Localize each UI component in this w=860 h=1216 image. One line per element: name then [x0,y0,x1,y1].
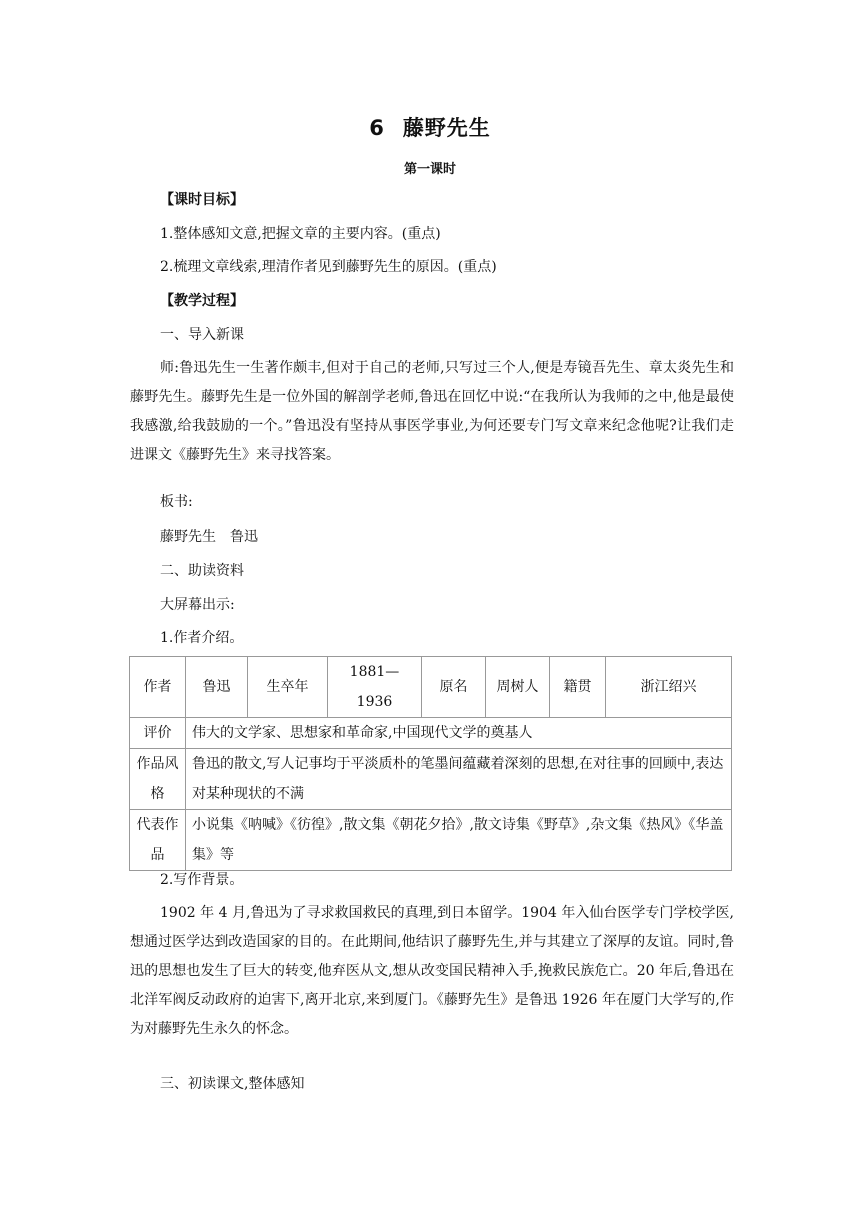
cell-hometown: 浙江绍兴 [606,657,732,718]
lesson-title-text: 藤野先生 [402,116,491,140]
cell-hometown-label: 籍贯 [550,657,606,718]
cell-original-name: 周树人 [486,657,550,718]
author-intro-label: 1.作者介绍。 [160,630,244,646]
cell-original-name-label: 原名 [422,657,486,718]
cell-evaluation: 伟大的文学家、思想家和革命家,中国现代文学的奠基人 [186,718,732,749]
section-heading-reading: 三、初读课文,整体感知 [160,1076,305,1092]
cell-author-name: 鲁迅 [186,657,248,718]
table-row [130,749,732,810]
lesson-subtitle: 第一课时 [403,162,456,177]
cell-style-label: 作品风格 [130,749,186,810]
goal-item-1: 1.整体感知文意,把握文章的主要内容。(重点) [160,226,441,242]
screen-label: 大屏幕出示: [160,597,235,613]
goals-heading: 【课时目标】 [160,192,244,208]
table-row [130,810,732,871]
background-label: 2.写作背景。 [160,872,244,888]
table-row [130,718,732,749]
intro-paragraph: 师:鲁迅先生一生著作颇丰,但对于自己的老师,只写过三个人,便是寿镜吾先生、章太炎先生和藤野先生。藤野先生是一位外国的解剖学老师,鲁迅在回忆中说:“在我所认为我师的之中,他是最使我感激,给我鼓励的一个。”鲁迅没有坚持从事医学事业,为何还要专门写文章来纪念他呢?让我们走进课文《藤野先生》来寻找答案。 [130,360,734,463]
background-paragraph: 1902 年 4 月,鲁迅为了寻求救国救民的真理,到日本留学。1904 年入仙台医学专门学校学医,想通过医学达到改造国家的目的。在此期间,他结识了藤野先生,并与其建立了深厚的友谊。同时,鲁迅的思想也发生了巨大的转变,他弃医从文,想从改变国民精神入手,挽救民族危亡。20 年后,鲁迅在北洋军阀反动政府的迫害下,离开北京,来到厦门。《藤野先生》是鲁迅 1926 年在厦门大学写的,作为对藤野先生永久的怀念。 [130,905,734,1037]
blackboard-text: 藤野先生 鲁迅 [160,529,258,545]
lesson-title [0,112,860,142]
table-row [130,657,732,718]
blackboard-label: 板书: [160,494,193,510]
goal-item-2: 2.梳理文章线索,理清作者见到藤野先生的原因。(重点) [160,259,497,275]
section-heading-materials: 二、助读资料 [160,563,244,579]
cell-evaluation-label: 评价 [130,718,186,749]
process-heading: 【教学过程】 [160,293,244,309]
lesson-number: 6 [369,116,385,140]
author-info-table [129,656,732,871]
cell-works: 小说集《呐喊》《彷徨》,散文集《朝花夕拾》,散文诗集《野草》,杂文集《热风》《华盖集》等 [186,810,732,871]
cell-author-label: 作者 [130,657,186,718]
cell-lifespan-label: 生卒年 [248,657,328,718]
cell-lifespan: 1881—1936 [328,657,422,718]
section-heading-import: 一、导入新课 [160,327,244,343]
cell-works-label: 代表作品 [130,810,186,871]
cell-style: 鲁迅的散文,写人记事均于平淡质朴的笔墨间蕴藏着深刻的思想,在对往事的回顾中,表达对某种现状的不满 [186,749,732,810]
